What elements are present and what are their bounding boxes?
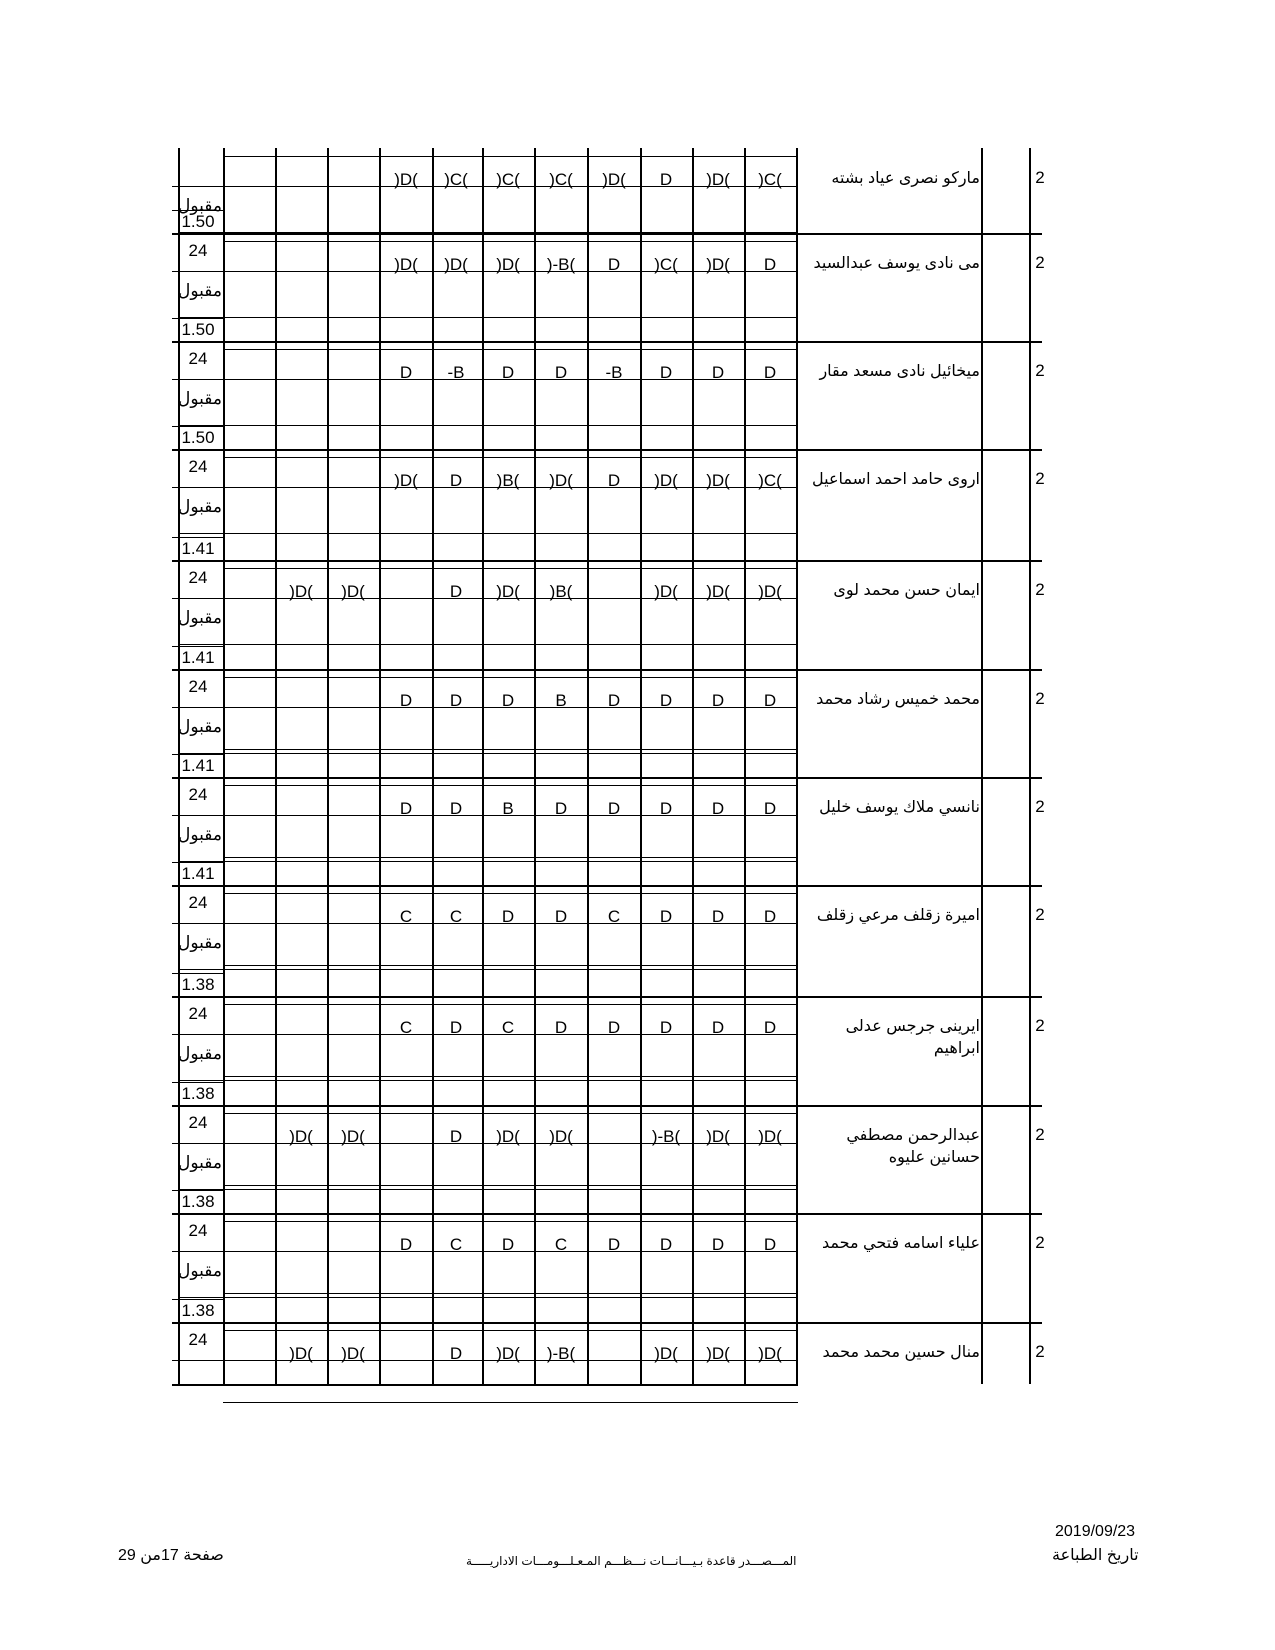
grade-cell: )D( (654, 1344, 678, 1363)
grade-cell: )C( (758, 471, 782, 490)
row-separator (172, 1105, 1042, 1107)
credit-hours: 24 (188, 349, 208, 368)
grade-cell: )D( (758, 582, 782, 601)
grade-cell: B (555, 691, 567, 710)
grade-cell: C (607, 907, 621, 926)
row-number: 2 (1035, 689, 1045, 708)
row-sub-rule (172, 537, 224, 538)
grade-cell: -B (447, 363, 465, 382)
grade-cell: D (659, 363, 673, 382)
status-label: مقبول (178, 389, 222, 408)
row-number: 2 (1035, 1233, 1045, 1252)
grade-cell: )C( (496, 170, 520, 189)
grade-cell: )D( (289, 1127, 313, 1146)
grade-cell: D (711, 363, 725, 382)
grade-cell: D (501, 907, 515, 926)
grade-cell: D (711, 799, 725, 818)
student-name: ايرينى جرجس عدلى ابراهيم (845, 1018, 980, 1057)
row-separator (172, 341, 1042, 343)
student-name: عبدالرحمن مصطفي حسانين عليوه (846, 1127, 980, 1166)
grade-cell: D (711, 1235, 725, 1254)
gpa-value: 1.50 (181, 320, 215, 339)
row-separator (172, 233, 1042, 235)
row-sub-rule (178, 533, 798, 534)
student-name: محمد خميس رشاد محمد (816, 691, 980, 708)
row-number: 2 (1035, 1342, 1045, 1361)
row-separator (172, 1322, 1042, 1324)
row-number: 2 (1035, 168, 1045, 187)
grade-cell: D (763, 691, 777, 710)
grade-cell: D (399, 691, 413, 710)
grade-cell: )D( (394, 170, 418, 189)
column-rule (587, 148, 589, 1384)
grade-cell: )D( (444, 255, 468, 274)
grade-cell: )D( (706, 255, 730, 274)
row-separator (172, 560, 1042, 562)
credit-hours: 24 (188, 1113, 208, 1132)
status-label: مقبول (178, 608, 222, 627)
grade-cell: D (763, 799, 777, 818)
column-rule (640, 148, 642, 1384)
grade-cell: )-B( (546, 1344, 576, 1363)
page-number: صفحة 17من 29 (118, 1547, 224, 1564)
grade-cell: -B (605, 363, 623, 382)
row-sub-rule (223, 156, 798, 157)
row-sub-rule (223, 1330, 798, 1331)
student-name: علياء اسامه فتحي محمد (822, 1235, 980, 1252)
column-rule (379, 148, 381, 1384)
grade-cell: )C( (549, 170, 573, 189)
column-rule (692, 148, 694, 1384)
row-sub-rule (178, 1297, 798, 1298)
credit-hours: 24 (188, 785, 208, 804)
gpa-value: 1.50 (181, 212, 215, 231)
grade-cell: D (659, 799, 673, 818)
gpa-value: 1.41 (181, 756, 215, 775)
row-sub-rule (223, 349, 798, 350)
grade-cell: D (399, 799, 413, 818)
row-sub-rule (178, 317, 798, 318)
grade-cell: )D( (706, 1127, 730, 1146)
row-sub-rule (172, 318, 224, 319)
row-number: 2 (1035, 253, 1045, 272)
print-date: 2019/09/23 (1055, 1523, 1136, 1540)
row-separator (172, 777, 1042, 779)
row-sub-rule (223, 965, 798, 966)
grade-cell: D (554, 1018, 568, 1037)
grade-cell: D (763, 1018, 777, 1037)
grade-cell: D (659, 691, 673, 710)
column-rule (744, 148, 746, 1384)
grade-cell: D (607, 1235, 621, 1254)
grade-cell: D (763, 1235, 777, 1254)
row-sub-rule (178, 1189, 798, 1190)
grade-cell: D (399, 363, 413, 382)
row-sub-rule (172, 1082, 224, 1083)
row-number: 2 (1035, 361, 1045, 380)
credit-hours: 24 (188, 677, 208, 696)
grade-cell: C (399, 1018, 413, 1037)
row-sub-rule (223, 893, 798, 894)
column-rule (223, 148, 225, 1384)
grade-cell: )B( (549, 582, 573, 601)
row-sub-rule (178, 861, 798, 862)
row-sub-rule (223, 677, 798, 678)
grade-cell: D (449, 1018, 463, 1037)
gpa-value: 1.38 (181, 1192, 215, 1211)
grade-cell: )C( (444, 170, 468, 189)
grade-cell: D (607, 255, 621, 274)
status-label: مقبول (178, 1044, 222, 1063)
row-sub-rule (223, 1004, 798, 1005)
gpa-value: 1.41 (181, 648, 215, 667)
row-sub-rule (223, 785, 798, 786)
table-bottom-rule (172, 1384, 798, 1386)
grade-cell: D (659, 907, 673, 926)
student-name: ميخائيل نادى مسعد مقار (819, 363, 980, 380)
grade-cell: B (502, 799, 514, 818)
row-sub-rule (178, 753, 798, 754)
grade-cell: )D( (496, 1127, 520, 1146)
row-sub-rule (172, 1190, 224, 1191)
grade-cell: C (501, 1018, 515, 1037)
grade-cell: D (449, 582, 463, 601)
row-number: 2 (1035, 905, 1045, 924)
row-sub-rule (223, 241, 798, 242)
row-sub-rule (178, 425, 798, 426)
grade-cell: )-B( (651, 1127, 681, 1146)
status-label: مقبول (178, 1261, 222, 1280)
print-date-label: تاريخ الطباعة (1052, 1547, 1139, 1564)
grade-cell: D (711, 691, 725, 710)
grade-cell: D (554, 363, 568, 382)
credit-hours: 24 (188, 457, 208, 476)
grade-cell: )D( (706, 170, 730, 189)
grade-cell: D (554, 907, 568, 926)
grade-cell: D (607, 691, 621, 710)
row-number: 2 (1035, 797, 1045, 816)
row-sub-rule (223, 1293, 798, 1294)
grade-cell: )D( (496, 582, 520, 601)
grade-cell: D (449, 799, 463, 818)
row-sub-rule (223, 457, 798, 458)
credit-hours: 24 (188, 893, 208, 912)
grade-cell: )D( (496, 1344, 520, 1363)
row-sub-rule (172, 646, 224, 647)
status-label: مقبول (178, 1153, 222, 1172)
gpa-value: 1.38 (181, 975, 215, 994)
column-rule (482, 148, 484, 1384)
grade-cell: )D( (341, 1344, 365, 1363)
grade-cell: )D( (341, 582, 365, 601)
column-rule (981, 148, 983, 1384)
column-rule (275, 148, 277, 1384)
credit-hours: 24 (188, 1004, 208, 1023)
grade-cell: D (659, 1235, 673, 1254)
gpa-value: 1.50 (181, 428, 215, 447)
grade-cell: )D( (549, 471, 573, 490)
grade-cell: )D( (706, 471, 730, 490)
grade-cell: )D( (394, 255, 418, 274)
grade-cell: D (399, 1235, 413, 1254)
grade-cell: )D( (654, 471, 678, 490)
grade-cell: D (659, 1018, 673, 1037)
grade-cell: )C( (758, 170, 782, 189)
row-number: 2 (1035, 1016, 1045, 1035)
row-separator (172, 669, 1042, 671)
grade-cell: C (449, 907, 463, 926)
column-rule (327, 148, 329, 1384)
row-sub-rule (172, 973, 224, 974)
row-sub-rule (223, 1185, 798, 1186)
credit-hours: 24 (188, 568, 208, 587)
column-rule (432, 148, 434, 1384)
row-sub-rule (172, 754, 224, 755)
gpa-value: 1.41 (181, 539, 215, 558)
grade-cell: D (501, 1235, 515, 1254)
gpa-value: 1.41 (181, 864, 215, 883)
grade-cell: D (607, 1018, 621, 1037)
row-sub-rule (223, 1113, 798, 1114)
grade-cell: D (554, 799, 568, 818)
status-label: مقبول (178, 196, 222, 215)
row-sub-rule (223, 1076, 798, 1077)
row-sub-rule (178, 644, 798, 645)
grade-cell: )B( (496, 471, 520, 490)
status-label: مقبول (178, 933, 222, 952)
student-name: اميرة زقلف مرعي زقلف (816, 907, 980, 924)
grade-cell: )D( (496, 255, 520, 274)
row-sub-rule (172, 426, 224, 427)
grade-cell: )D( (394, 471, 418, 490)
grade-cell: D (763, 255, 777, 274)
grade-cell: )D( (289, 1344, 313, 1363)
status-label: مقبول (178, 717, 222, 736)
grade-cell: )D( (706, 1344, 730, 1363)
grade-cell: C (554, 1235, 568, 1254)
column-rule (1029, 148, 1031, 1384)
grade-cell: C (399, 907, 413, 926)
student-name: نانسي ملاك يوسف خليل (819, 799, 980, 816)
grade-cell: D (711, 1018, 725, 1037)
grade-cell: )D( (289, 582, 313, 601)
row-separator (172, 996, 1042, 998)
grade-cell: C (449, 1235, 463, 1254)
grade-cell: D (659, 170, 673, 189)
grade-cell: D (763, 907, 777, 926)
grade-cell: D (449, 691, 463, 710)
source-line: المـــصـــدر قاعدة بـيـــانـــات نـــظـــم المـعـلـــومـــات الاداريـــــة (466, 1554, 797, 1568)
student-name: منال حسين محمد محمد (822, 1344, 980, 1361)
credit-hours: 24 (188, 241, 208, 260)
grade-cell: )C( (654, 255, 678, 274)
row-number: 2 (1035, 1125, 1045, 1144)
row-sub-rule (223, 568, 798, 569)
grade-cell: D (449, 1344, 463, 1363)
status-label: مقبول (178, 825, 222, 844)
grade-cell: D (449, 1127, 463, 1146)
row-sub-rule (223, 1402, 798, 1403)
grade-cell: )D( (341, 1127, 365, 1146)
grade-cell: D (607, 471, 621, 490)
grade-cell: D (501, 363, 515, 382)
student-name: ايمان حسن محمد لوى (833, 582, 980, 599)
row-sub-rule (223, 1221, 798, 1222)
row-sub-rule (178, 969, 798, 970)
gpa-value: 1.38 (181, 1301, 215, 1320)
status-label: مقبول (178, 497, 222, 516)
grade-cell: )D( (602, 170, 626, 189)
grade-cell: D (449, 471, 463, 490)
student-name: اروى حامد احمد اسماعيل (812, 471, 980, 488)
student-name: ماركو نصرى عياد بشته (831, 170, 980, 187)
grade-cell: D (763, 363, 777, 382)
status-label: مقبول (178, 281, 222, 300)
row-separator (172, 885, 1042, 887)
grade-cell: )D( (654, 582, 678, 601)
row-number: 2 (1035, 469, 1045, 488)
grade-cell: D (711, 907, 725, 926)
grade-cell: )D( (706, 582, 730, 601)
row-sub-rule (172, 862, 224, 863)
grade-cell: )D( (758, 1127, 782, 1146)
grade-cell: D (607, 799, 621, 818)
grade-cell: )-B( (546, 255, 576, 274)
row-sub-rule (223, 749, 798, 750)
credit-hours: 24 (188, 1221, 208, 1240)
grade-cell: )D( (549, 1127, 573, 1146)
row-sub-rule (178, 1080, 798, 1081)
column-rule (796, 148, 798, 1384)
row-sub-rule (223, 857, 798, 858)
row-separator (172, 449, 1042, 451)
grade-cell: D (501, 691, 515, 710)
row-sub-rule (172, 1299, 224, 1300)
grade-cell: )D( (758, 1344, 782, 1363)
student-name: مى نادى يوسف عبدالسيد (813, 255, 980, 272)
row-separator (172, 1213, 1042, 1215)
credit-hours: 24 (188, 1330, 208, 1349)
row-number: 2 (1035, 580, 1045, 599)
column-rule (534, 148, 536, 1384)
gpa-value: 1.38 (181, 1084, 215, 1103)
